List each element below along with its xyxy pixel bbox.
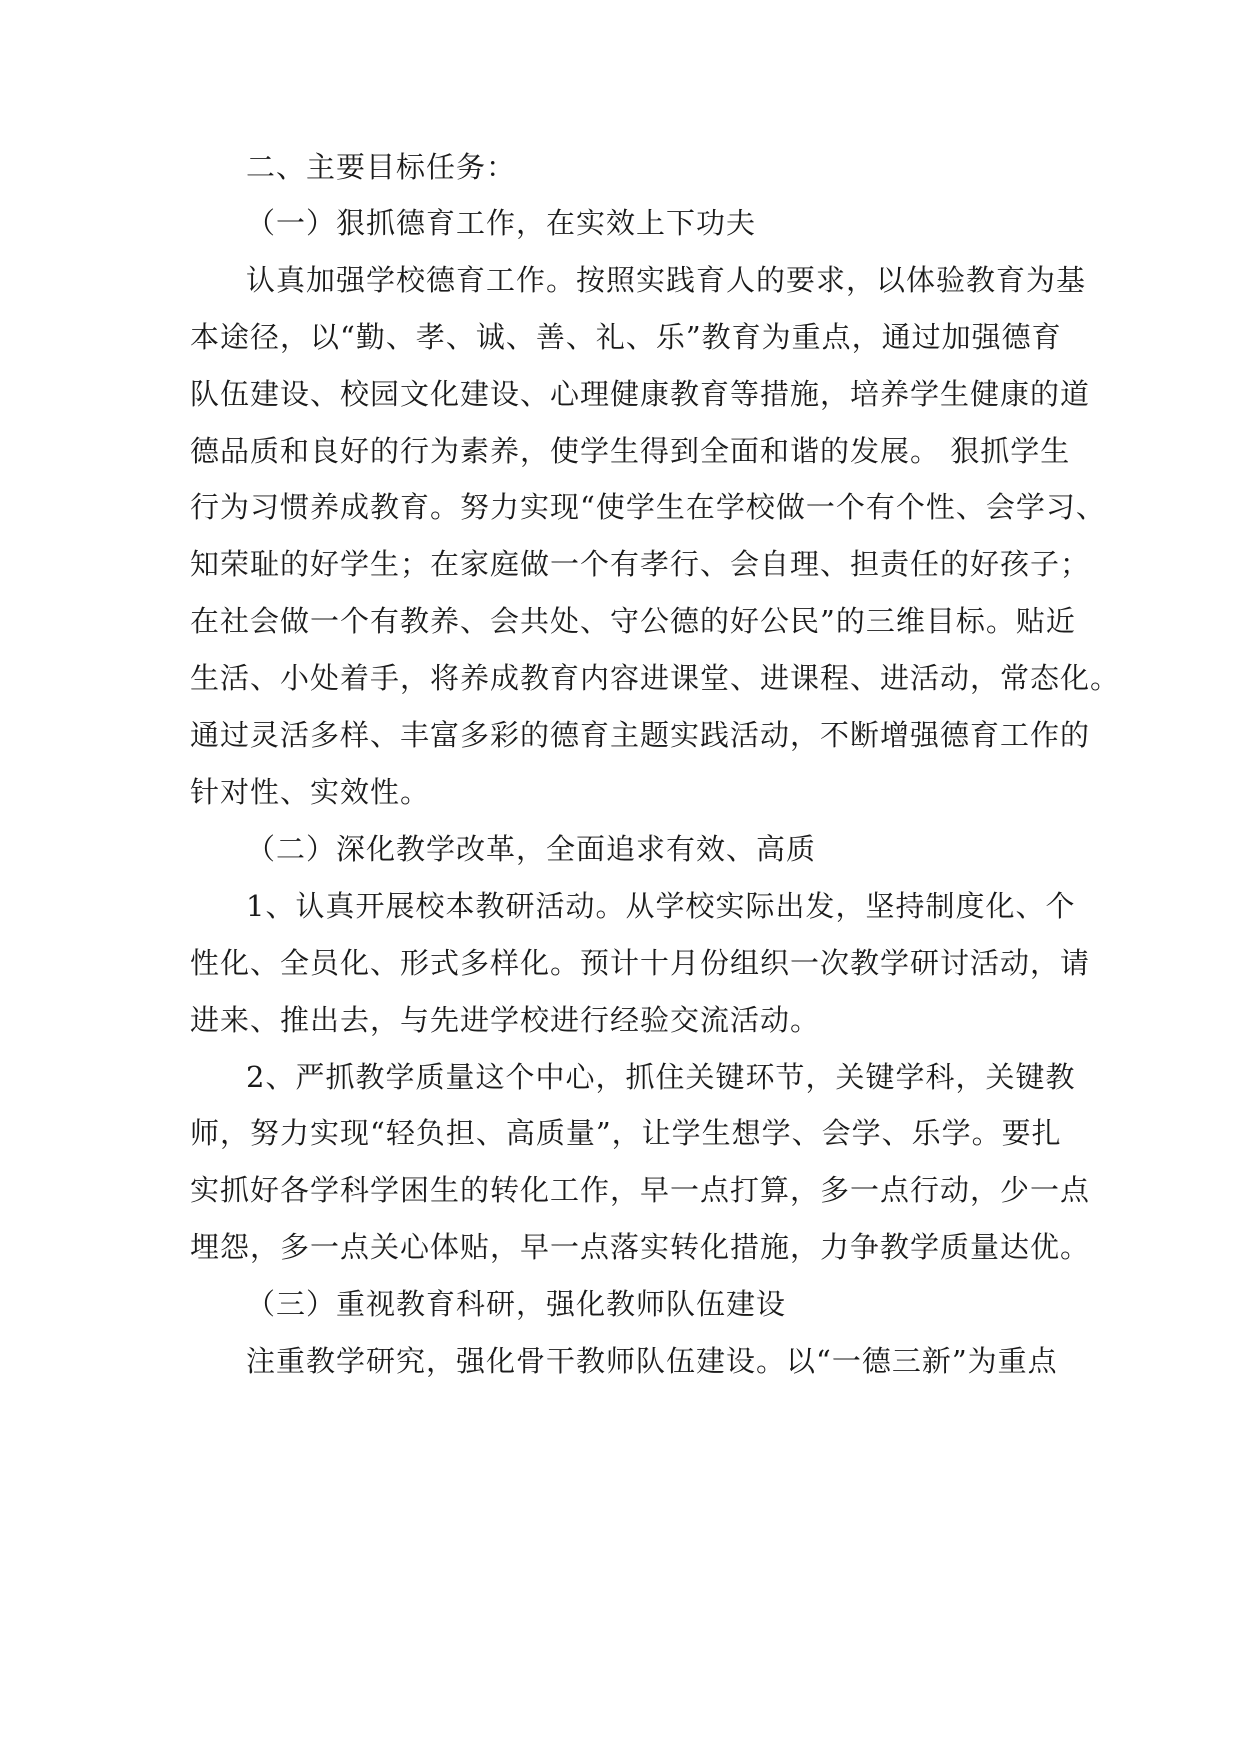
paragraph-line: 德品质和良好的行为素养，使学生得到全面和谐的发展。 狠抓学生 <box>190 434 1071 468</box>
paragraph-line: 队伍建设、校园文化建设、心理健康教育等措施，培养学生健康的道 <box>190 377 1091 411</box>
paragraph-line: 性化、全员化、形式多样化。预计十月份组织一次教学研讨活动，请 <box>190 946 1091 980</box>
paragraph-line: 进来、推出去，与先进学校进行经验交流活动。 <box>190 1003 821 1037</box>
paragraph-line: 本途径，以“勤、孝、诚、善、礼、乐”教育为重点，通过加强德育 <box>190 320 1062 354</box>
paragraph-line: 行为习惯养成教育。努力实现“使学生在学校做一个有个性、会学习、 <box>190 490 1106 524</box>
paragraph-line: 注重教学研究，强化骨干教师队伍建设。以“一德三新”为重点 <box>246 1344 1058 1378</box>
paragraph-line: 针对性、实效性。 <box>190 775 431 809</box>
paragraph-line: 埋怨，多一点关心体贴，早一点落实转化措施，力争教学质量达优。 <box>190 1230 1091 1264</box>
subsection-heading: （一）狠抓德育工作，在实效上下功夫 <box>246 206 757 240</box>
paragraph-line: 1、认真开展校本教研活动。从学校实际出发，坚持制度化、个 <box>246 889 1076 923</box>
paragraph-line: 生活、小处着手，将养成教育内容进课堂、进课程、进活动，常态化。 <box>190 661 1121 695</box>
paragraph-line: 2、严抓教学质量这个中心，抓住关键环节，关键学科，关键教 <box>246 1060 1076 1094</box>
paragraph-line: 认真加强学校德育工作。按照实践育人的要求，以体验教育为基 <box>246 263 1087 297</box>
paragraph-line: 实抓好各学科学困生的转化工作，早一点打算，多一点行动，少一点 <box>190 1173 1091 1207</box>
paragraph-line: 师，努力实现“轻负担、高质量”，让学生想学、会学、乐学。要扎 <box>190 1116 1062 1150</box>
subsection-heading: （三）重视教育科研，强化教师队伍建设 <box>246 1287 787 1321</box>
paragraph-line: 通过灵活多样、丰富多彩的德育主题实践活动，不断增强德育工作的 <box>190 718 1091 752</box>
paragraph-line: 在社会做一个有教养、会共处、守公德的好公民”的三维目标。贴近 <box>190 604 1076 638</box>
subsection-heading: （二）深化教学改革，全面追求有效、高质 <box>246 832 817 866</box>
paragraph-line: 知荣耻的好学生；在家庭做一个有孝行、会自理、担责任的好孩子； <box>190 547 1091 581</box>
section-heading: 二、主要目标任务： <box>246 150 517 184</box>
